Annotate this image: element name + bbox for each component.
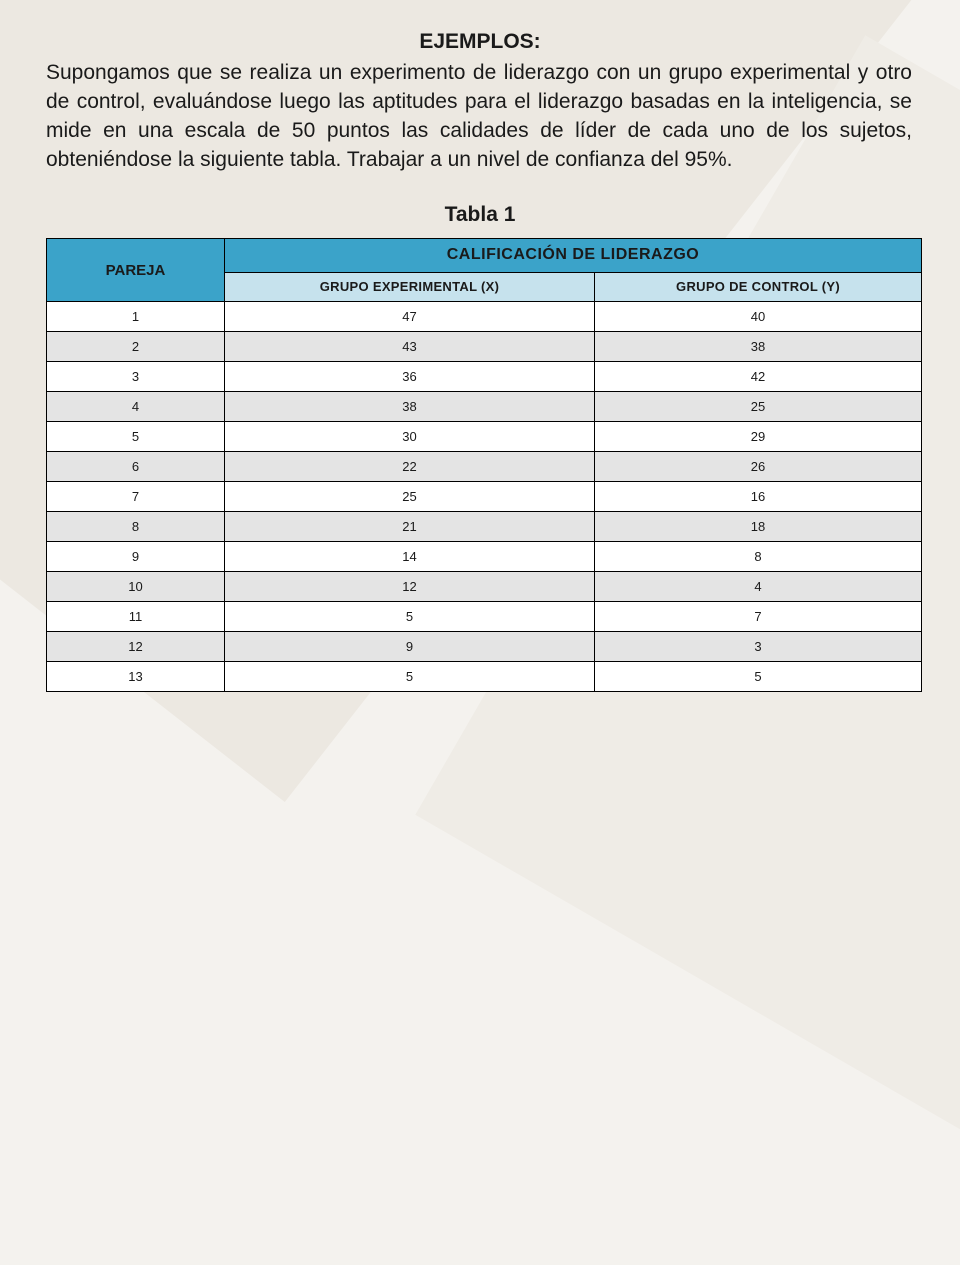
cell-grupo-experimental: 43 — [225, 332, 595, 362]
cell-grupo-control: 18 — [595, 512, 922, 542]
cell-grupo-experimental: 30 — [225, 422, 595, 452]
cell-pareja: 7 — [47, 482, 225, 512]
table-row — [47, 302, 922, 332]
cell-grupo-control: 38 — [595, 332, 922, 362]
cell-pareja: 8 — [47, 512, 225, 542]
cell-pareja: 13 — [47, 662, 225, 692]
cell-pareja: 10 — [47, 572, 225, 602]
table-row — [47, 662, 922, 692]
table-row — [47, 332, 922, 362]
cell-grupo-experimental: 5 — [225, 602, 595, 632]
cell-grupo-control: 3 — [595, 632, 922, 662]
cell-grupo-control: 4 — [595, 572, 922, 602]
table-row — [47, 542, 922, 572]
cell-grupo-experimental: 21 — [225, 512, 595, 542]
cell-grupo-control: 26 — [595, 452, 922, 482]
table-row — [47, 362, 922, 392]
table-row — [47, 632, 922, 662]
cell-pareja: 1 — [47, 302, 225, 332]
table-body — [47, 302, 922, 692]
heading: EJEMPLOS: — [419, 30, 541, 53]
cell-grupo-control: 29 — [595, 422, 922, 452]
cell-grupo-experimental: 12 — [225, 572, 595, 602]
cell-grupo-experimental: 5 — [225, 662, 595, 692]
table-row — [47, 422, 922, 452]
cell-pareja: 5 — [47, 422, 225, 452]
cell-grupo-control: 8 — [595, 542, 922, 572]
cell-grupo-experimental: 47 — [225, 302, 595, 332]
cell-pareja: 12 — [47, 632, 225, 662]
cell-grupo-control: 25 — [595, 392, 922, 422]
header-pareja: PAREJA — [47, 239, 225, 302]
header-grupo-control: GRUPO DE CONTROL (Y) — [595, 272, 922, 301]
table-title: Tabla 1 — [444, 203, 516, 226]
header-grupo-experimental: GRUPO EXPERIMENTAL (X) — [225, 272, 595, 301]
cell-grupo-experimental: 14 — [225, 542, 595, 572]
cell-grupo-control: 40 — [595, 302, 922, 332]
table-row — [47, 572, 922, 602]
cell-pareja: 2 — [47, 332, 225, 362]
cell-grupo-experimental: 25 — [225, 482, 595, 512]
problem-paragraph: Supongamos que se realiza un experimento de liderazgo con un grupo experimental y otro de control, evaluándose luego las aptitudes para el liderazgo basadas en la inteligencia, se mide en una escala de 50 puntos las calidades de líder de cada uno de los sujetos, obteniéndose la siguiente tabla. Trabajar a un nivel de confianza del 95%. — [46, 61, 912, 171]
cell-grupo-experimental: 9 — [225, 632, 595, 662]
cell-grupo-control: 7 — [595, 602, 922, 632]
cell-grupo-control: 5 — [595, 662, 922, 692]
cell-grupo-control: 16 — [595, 482, 922, 512]
data-table — [46, 238, 922, 692]
cell-pareja: 11 — [47, 602, 225, 632]
cell-pareja: 4 — [47, 392, 225, 422]
table-row — [47, 452, 922, 482]
cell-pareja: 3 — [47, 362, 225, 392]
cell-grupo-control: 42 — [595, 362, 922, 392]
cell-grupo-experimental: 22 — [225, 452, 595, 482]
table-row — [47, 482, 922, 512]
cell-grupo-experimental: 38 — [225, 392, 595, 422]
cell-pareja: 9 — [47, 542, 225, 572]
table-row — [47, 392, 922, 422]
table-row — [47, 602, 922, 632]
cell-pareja: 6 — [47, 452, 225, 482]
header-calificacion: CALIFICACIÓN DE LIDERAZGO — [225, 239, 922, 273]
cell-grupo-experimental: 36 — [225, 362, 595, 392]
table-row — [47, 512, 922, 542]
